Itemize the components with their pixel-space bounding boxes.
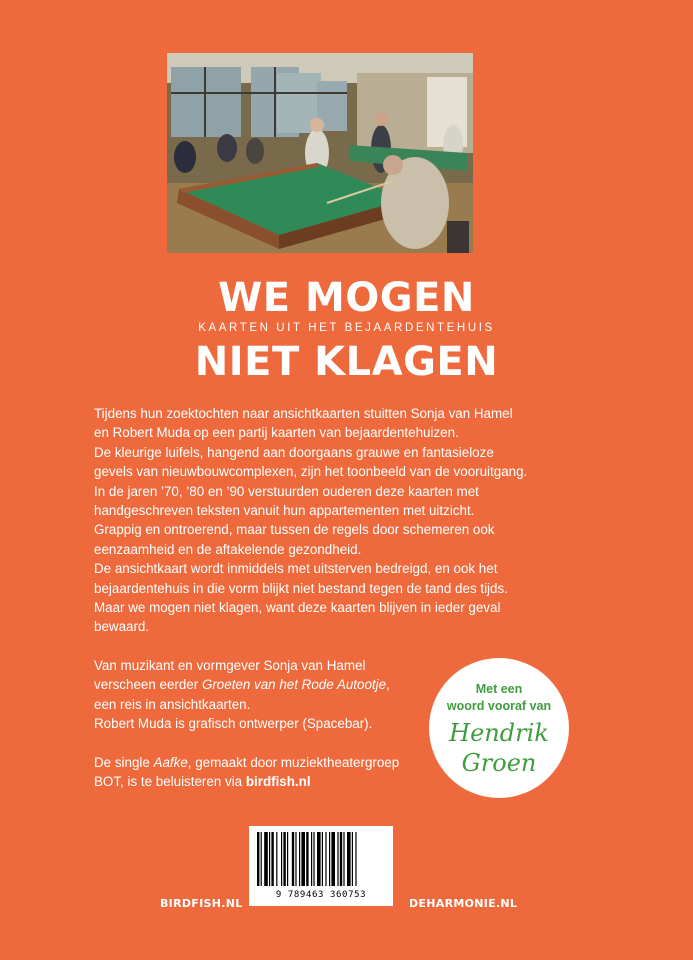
badge-author-first: Hendrik bbox=[449, 719, 549, 747]
blurb-line: Maar we mogen niet klagen, want deze kaarten blijven in ieder geval bbox=[94, 600, 501, 616]
single-text: BOT, is te beluisteren via bbox=[94, 773, 246, 789]
blurb-line: bewaard. bbox=[94, 619, 150, 635]
barcode-bars bbox=[249, 826, 393, 890]
about-line: Van muzikant en vormgever Sonja van Hamel bbox=[94, 657, 366, 673]
blurb-line: In de jaren ’70, ’80 en ’90 verstuurden ouderen deze kaarten met bbox=[94, 483, 479, 499]
blurb-line: bejaardentehuis in die vorm blijkt niet bestand tegen de tand des tijds. bbox=[94, 580, 508, 596]
blurb-line: en Robert Muda op een partij kaarten van bejaardentehuizen. bbox=[94, 425, 459, 441]
blurb-line: gevels van nieuwbouwcomplexen, zijn het toonbeeld van de vooruitgang. bbox=[94, 464, 528, 480]
about-line: een reis in ansichtkaarten. bbox=[94, 696, 251, 712]
badge-line-1: Met een bbox=[475, 682, 523, 696]
publisher-url-deharmonie[interactable]: DEHARMONIE.NL bbox=[409, 897, 518, 910]
foreword-badge bbox=[429, 658, 569, 798]
blurb-line: handgeschreven teksten vanuit hun appartementen met uitzicht. bbox=[94, 503, 475, 519]
birdfish-link[interactable]: birdfish.nl bbox=[245, 773, 311, 789]
single-text: , gemaakt door muziektheatergroep bbox=[187, 754, 400, 770]
single-title: Aafke bbox=[153, 754, 188, 770]
book-title-line-1: WE MOGEN bbox=[218, 275, 475, 321]
about-text: , bbox=[386, 677, 390, 693]
blurb-line: eenzaamheid en de aftakelende gezondheid. bbox=[94, 541, 362, 557]
isbn-barcode bbox=[249, 826, 393, 906]
blurb-line: De ansichtkaart wordt inmiddels met uitsterven bedreigd, en ook het bbox=[94, 561, 498, 577]
about-text: verscheen eerder bbox=[94, 677, 202, 693]
billiards-room-illustration bbox=[167, 53, 473, 253]
book-title-line-2: NIET KLAGEN bbox=[194, 339, 499, 385]
previous-book-title: Groeten van het Rode Autootje bbox=[201, 677, 387, 693]
publisher-url-birdfish[interactable]: BIRDFISH.NL bbox=[160, 897, 243, 910]
isbn-number: 9 789463 360753 bbox=[275, 890, 367, 900]
blurb-line: De kleurige luifels, hangend aan doorgaans grauwe en fantasieloze bbox=[94, 444, 494, 460]
badge-line-2: woord vooraf van bbox=[446, 699, 552, 713]
blurb-line: Tijdens hun zoektochten naar ansichtkaarten stuitten Sonja van Hamel bbox=[94, 406, 513, 421]
cover-photo-billiards bbox=[167, 53, 473, 253]
single-text: De single bbox=[94, 754, 154, 770]
about-line: Robert Muda is grafisch ontwerper (Spacebar). bbox=[94, 716, 373, 732]
badge-author-last: Groen bbox=[461, 749, 537, 777]
blurb-line: Grappig en ontroerend, maar tussen de regels door schemeren ook bbox=[94, 522, 495, 538]
book-subtitle: KAARTEN UIT HET BEJAARDENTEHUIS bbox=[198, 322, 495, 334]
spacer bbox=[94, 637, 597, 656]
